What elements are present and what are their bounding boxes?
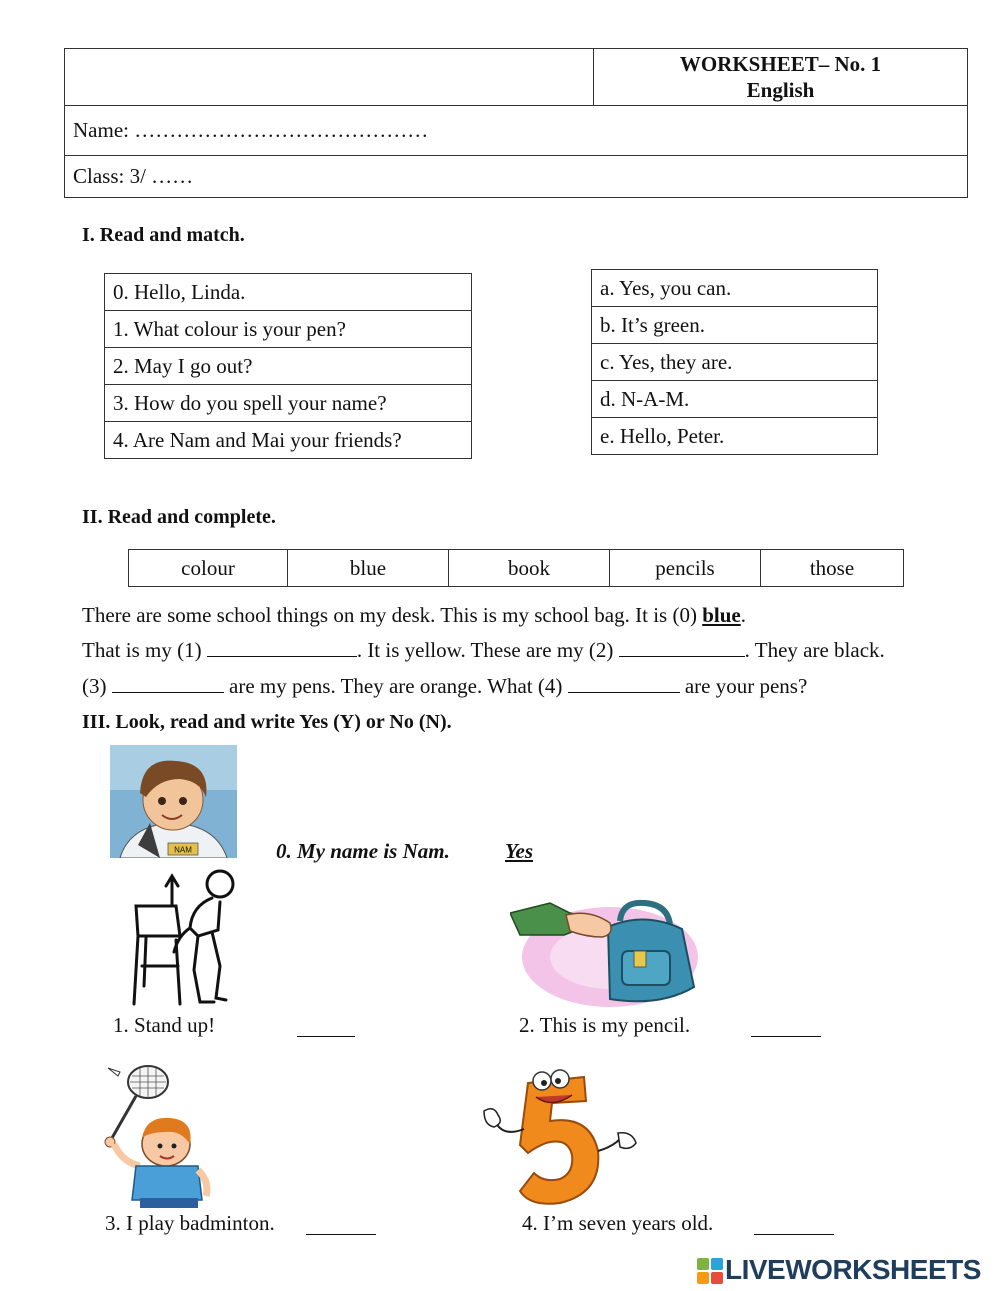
answer-a: a. Yes, you can. [592,270,878,307]
answer-e: e. Hello, Peter. [592,418,878,455]
word-bank-item: those [761,550,904,587]
question-4: 4. Are Nam and Mai your friends? [105,422,472,459]
header-title-cell [594,49,968,106]
liveworksheets-logo-text: LIVEWORKSHEETS [725,1254,981,1285]
header-blank-cell [65,49,594,106]
question-2: 2. May I go out? [105,348,472,385]
blank-1[interactable] [207,656,357,657]
passage-text: There are some school things on my desk. This is my school bag. It is (0) [82,603,703,627]
example-yes-answer: Yes [505,839,533,863]
item-2-answer-blank[interactable] [751,1036,821,1037]
item-1-text: 1. Stand up! [113,1013,216,1037]
badminton-player-picture [100,1062,222,1210]
name-field[interactable]: Name: …………………………………… [65,106,968,156]
passage-text: are my pens. They are orange. What (4) [223,674,568,698]
passage-text: . It is yellow. These are my (2) [356,638,619,662]
name-badge: NAM [174,845,192,855]
item-2-text: 2. This is my pencil. [519,1013,691,1037]
passage-text: . [740,603,746,627]
answer-c: c. Yes, they are. [592,344,878,381]
item-4-text: 4. I’m seven years old. [522,1211,714,1235]
blank-3[interactable] [112,692,224,693]
answer-d: d. N-A-M. [592,381,878,418]
question-0: 0. Hello, Linda. [105,274,472,311]
answers-table [591,269,878,455]
liveworksheets-logo[interactable] [697,1254,997,1288]
example-answer: blue [702,603,741,627]
word-bank [128,549,904,587]
blank-2[interactable] [619,656,745,657]
item-1-answer-blank[interactable] [297,1036,355,1037]
question-3: 3. How do you spell your name? [105,385,472,422]
word-bank-item: blue [288,550,449,587]
passage-text: . They are black. [744,638,885,662]
item-4-answer-blank[interactable] [754,1234,834,1235]
section-3-heading: III. Look, read and write Yes (Y) or No (N). [82,711,452,733]
worksheet-title: WORKSHEET– No. 1 [679,52,882,76]
item-3-text: 3. I play badminton. [105,1211,275,1235]
word-bank-item: colour [129,550,288,587]
passage-text: are your pens? [679,674,808,698]
word-bank-item: pencils [610,550,761,587]
section-1-heading: I. Read and match. [82,224,245,246]
passage-text: That is my (1) [82,638,207,662]
liveworksheets-logo-icon [697,1258,723,1284]
number-five-picture [480,1067,646,1210]
item-3-answer-blank[interactable] [306,1234,376,1235]
passage-line-3 [82,674,807,699]
answer-b: b. It’s green. [592,307,878,344]
stand-up-picture [128,866,238,1008]
question-1: 1. What colour is your pen? [105,311,472,348]
subject-label: English [746,78,815,102]
school-bag-picture [510,891,700,1009]
passage-line-2 [82,638,885,663]
class-field[interactable]: Class: 3/ …… [65,156,968,198]
passage-text: (3) [82,674,112,698]
questions-table [104,273,472,459]
blank-4[interactable] [568,692,680,693]
example-sentence: 0. My name is Nam. [276,839,450,863]
header-table [64,48,968,198]
boy-nam-picture [110,745,237,858]
section-2-heading: II. Read and complete. [82,506,276,528]
passage-line-1 [82,603,746,628]
word-bank-item: book [449,550,610,587]
